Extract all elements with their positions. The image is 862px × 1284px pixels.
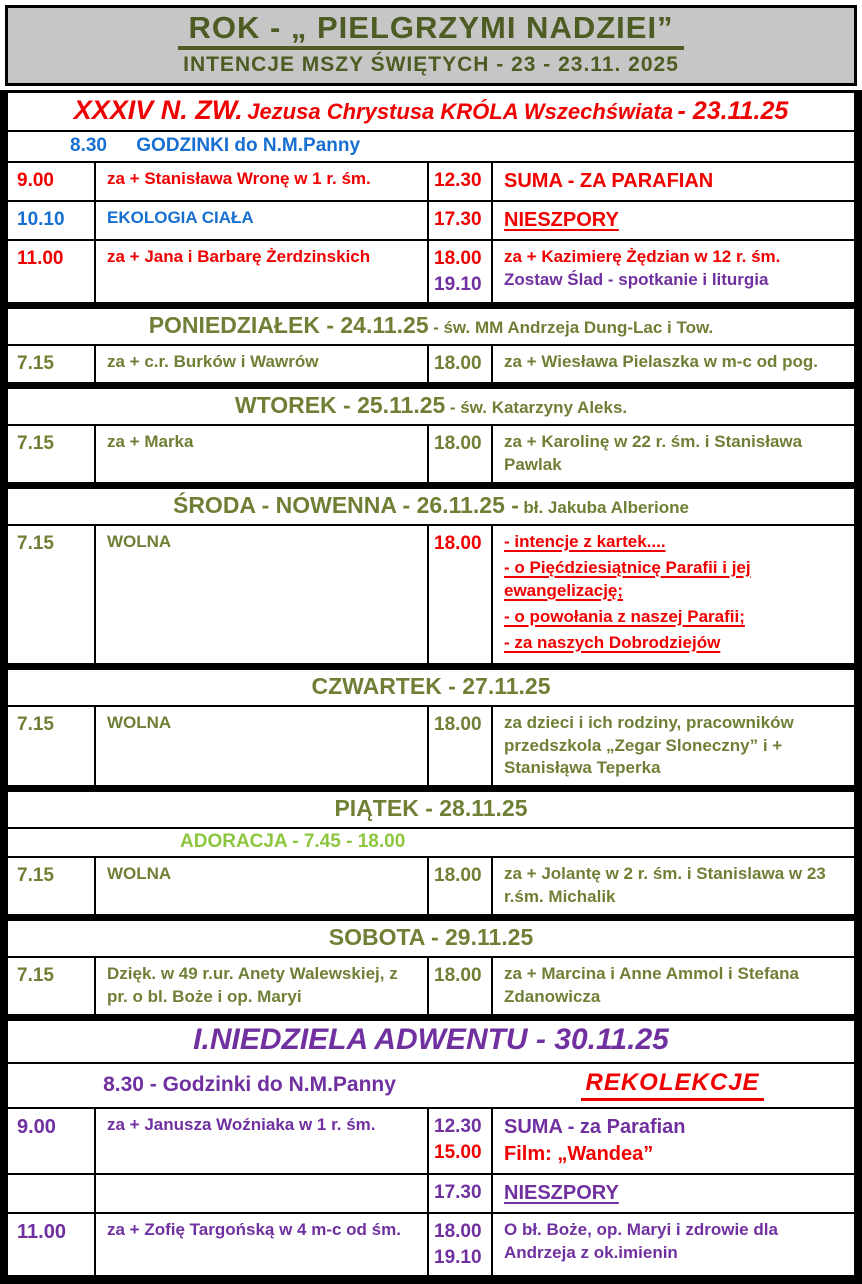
time-cell [8, 707, 94, 786]
intention-cell [94, 1214, 427, 1275]
mass-intention: Zostaw Ślad - spotkanie i liturgia [504, 270, 769, 290]
intention-cell [94, 241, 427, 302]
time-cell [427, 958, 491, 1014]
time-cell [427, 858, 491, 914]
table-row [8, 426, 854, 484]
time-cell [427, 346, 491, 382]
mass-intention: WOLNA [107, 864, 172, 884]
time-cell [8, 858, 94, 914]
table-row [8, 1109, 854, 1175]
intention-cell [94, 202, 427, 239]
table-row [8, 1214, 854, 1275]
mass-intention: Dzięk. w 49 r.ur. Anety Walewskiej, z pr. o bl. Boże i op. Maryi [107, 964, 398, 1007]
intention-cell [491, 958, 854, 1014]
intention-cell [491, 426, 854, 482]
rekolekcje-cell [491, 1069, 854, 1101]
wednesday-header [8, 484, 854, 526]
mass-intention: - intencje z kartek.... [504, 531, 666, 551]
mass-time: 15.00 [434, 1141, 482, 1163]
godzinki-label: GODZINKI do N.M.Panny [136, 135, 361, 157]
mass-time: 19.10 [434, 1246, 482, 1268]
mass-time: 17.30 [434, 1182, 482, 1204]
day-title: PIĄTEK - 28.11.25 [334, 795, 528, 822]
intention-cell [94, 858, 427, 914]
mass-intention: za + Janusza Woźniaka w 1 r. śm. [107, 1115, 376, 1135]
mass-intention: WOLNA [107, 531, 172, 551]
intention-cell [491, 858, 854, 914]
time-cell [427, 241, 491, 302]
mass-time: 18.00 [434, 865, 482, 887]
mass-intention: Film: „Wandea” [504, 1143, 654, 1166]
mass-time: 11.00 [17, 1221, 66, 1244]
time-cell [8, 346, 94, 382]
mass-intention: O bł. Boże, op. Maryi i zdrowie dla Andrzeja z ok.imienin [504, 1220, 778, 1263]
intention-cell [94, 1109, 427, 1173]
monday-header [8, 304, 854, 346]
mass-time: 18.00 [434, 532, 482, 554]
sunday1-banner-date: - 23.11.25 [677, 97, 789, 126]
time-cell [8, 426, 94, 482]
time-cell [8, 526, 94, 663]
mass-intention: - o powołania z naszej Parafii; [504, 606, 745, 626]
time-cell [427, 526, 491, 663]
rekolekcje-label: REKOLEKCJE [581, 1069, 763, 1101]
time-cell [8, 1109, 94, 1173]
intention-cell [94, 958, 427, 1014]
intentions-subtitle: INTENCJE MSZY ŚWIĘTYCH - 23 - 23.11. 2025 [183, 53, 679, 77]
mass-time: 7.15 [17, 433, 54, 455]
mass-time: 9.00 [17, 1116, 56, 1139]
intention-cell [94, 346, 427, 382]
mass-time: 12.30 [434, 170, 482, 192]
time-cell [427, 1214, 491, 1275]
adoration-row [8, 829, 854, 858]
godzinki-time: 8.30 [70, 135, 107, 157]
intention-cell [491, 346, 854, 382]
table-row [8, 526, 854, 665]
intention-cell [94, 526, 427, 663]
time-cell [427, 1175, 491, 1212]
time-cell [8, 958, 94, 1014]
mass-intention: - o Pięćdziesiątnicę Parafii i jej ewangelizację; [504, 557, 751, 600]
mass-intention: za + Karolinę w 22 r. śm. i Stanisława Pawlak [504, 432, 803, 474]
mass-intention: za + Marcina i Anne Ammol i Stefana Zdanowicza [504, 964, 799, 1007]
table-row [8, 241, 854, 304]
friday-header [8, 787, 854, 829]
intention-cell [491, 1214, 854, 1275]
mass-time: 7.15 [17, 713, 54, 735]
mass-intention: SUMA - za Parafian [504, 1116, 686, 1139]
sunday1-banner [8, 93, 854, 132]
year-title: ROK - „ PIELGRZYMI NADZIEI” [178, 11, 683, 50]
day-title: WTOREK - 25.11.25 [234, 392, 446, 419]
mass-time: 7.15 [17, 532, 54, 554]
mass-time: 7.15 [17, 865, 54, 887]
mass-intention: za + Zofię Targońską w 4 m-c od śm. [107, 1220, 401, 1240]
mass-intention: EKOLOGIA CIAŁA [107, 208, 254, 228]
godzinki-label: 8.30 - Godzinki do N.M.Panny [103, 1073, 396, 1097]
day-title: SOBOTA - 29.11.25 [328, 924, 534, 951]
mass-intention: za + Kazimierę Żędzian w 12 r. śm. [504, 247, 781, 267]
mass-time: 7.15 [17, 965, 54, 987]
bulletin-page [0, 5, 862, 1284]
table-row [8, 202, 854, 241]
time-cell [8, 1214, 94, 1275]
day-subtitle: bł. Jakuba Alberione [523, 497, 689, 517]
mass-intention: za + Jana i Barbarę Żerdzinskich [107, 247, 371, 267]
table-row [8, 346, 854, 384]
time-cell [8, 163, 94, 200]
mass-intention: NIESZPORY [504, 1182, 619, 1205]
table-row [8, 858, 854, 916]
sunday1-banner-feast: Jezusa Chrystusa KRÓLA Wszechświata [247, 99, 674, 125]
advent-godzinki-row [8, 1064, 854, 1109]
table-row [8, 707, 854, 788]
table-row [8, 958, 854, 1016]
mass-time: 12.30 [434, 1116, 482, 1138]
mass-intention: za dzieci i ich rodziny, pracowników przedszkola „Zegar Sloneczny” i + Stanisłąwa Teperka [504, 712, 794, 778]
day-title: PONIEDZIAŁEK - 24.11.25 [148, 312, 429, 339]
mass-time: 18.00 [434, 1221, 482, 1243]
mass-intention: NIESZPORY [504, 209, 619, 232]
mass-intention: za + Wiesława Pielaszka w m-c od pog. [504, 352, 818, 372]
intention-cell [94, 1175, 427, 1212]
mass-time: 18.00 [434, 248, 482, 270]
mass-time: 7.15 [17, 353, 54, 375]
page-header [5, 5, 857, 86]
mass-time: 17.30 [434, 209, 482, 231]
mass-time: 19.10 [434, 273, 482, 295]
intention-cell [491, 1175, 854, 1212]
thursday-header [8, 665, 854, 707]
mass-time: 10.10 [17, 209, 65, 231]
mass-intention: WOLNA [107, 712, 172, 732]
mass-intention: za + Jolantę w 2 r. śm. i Stanislawa w 23 r.śm. Michalik [504, 864, 826, 907]
advent-sunday-header [8, 1016, 854, 1064]
day-title: ŚRODA - NOWENNA - 26.11.25 - [172, 491, 519, 518]
mass-intention: za + Marka [107, 432, 194, 452]
intention-cell [491, 526, 854, 663]
intention-cell [491, 202, 854, 239]
day-title: CZWARTEK - 27.11.25 [311, 672, 551, 699]
mass-intention: - za naszych Dobrodziejów [504, 632, 721, 652]
intention-cell [94, 707, 427, 786]
tuesday-header [8, 384, 854, 426]
mass-time: 11.00 [17, 248, 64, 270]
mass-time: 18.00 [434, 713, 482, 735]
adoration-label: ADORACJA - 7.45 - 18.00 [180, 831, 406, 853]
time-cell [427, 202, 491, 239]
day-subtitle: - św. Katarzyny Aleks. [449, 398, 628, 418]
intention-cell [491, 241, 854, 302]
intention-cell [491, 707, 854, 786]
sunday1-banner-name: XXXIV N. ZW. [73, 95, 243, 126]
mass-time: 9.00 [17, 170, 54, 192]
table-row [8, 163, 854, 202]
intention-cell [491, 163, 854, 200]
saturday-header [8, 916, 854, 958]
day-title: I.NIEDZIELA ADWENTU - 30.11.25 [193, 1023, 669, 1057]
intention-cell [94, 426, 427, 482]
time-cell [427, 707, 491, 786]
time-cell [8, 202, 94, 239]
mass-time: 18.00 [434, 353, 482, 375]
day-subtitle: - św. MM Andrzeja Dung-Lac i Tow. [433, 318, 714, 338]
sunday1-godzinki-row [8, 132, 854, 163]
table-row [8, 1175, 854, 1214]
time-cell [8, 241, 94, 302]
mass-time: 18.00 [434, 965, 482, 987]
time-cell [427, 426, 491, 482]
intention-cell [94, 163, 427, 200]
mass-intention: za + c.r. Burków i Wawrów [107, 352, 319, 372]
mass-intention: SUMA - ZA PARAFIAN [504, 170, 714, 193]
mass-intention: za + Stanisława Wronę w 1 r. śm. [107, 169, 371, 189]
time-cell [427, 163, 491, 200]
mass-time: 18.00 [434, 433, 482, 455]
intention-cell [491, 1109, 854, 1173]
schedule-table [0, 90, 862, 1284]
time-cell [8, 1175, 94, 1212]
time-cell [427, 1109, 491, 1173]
